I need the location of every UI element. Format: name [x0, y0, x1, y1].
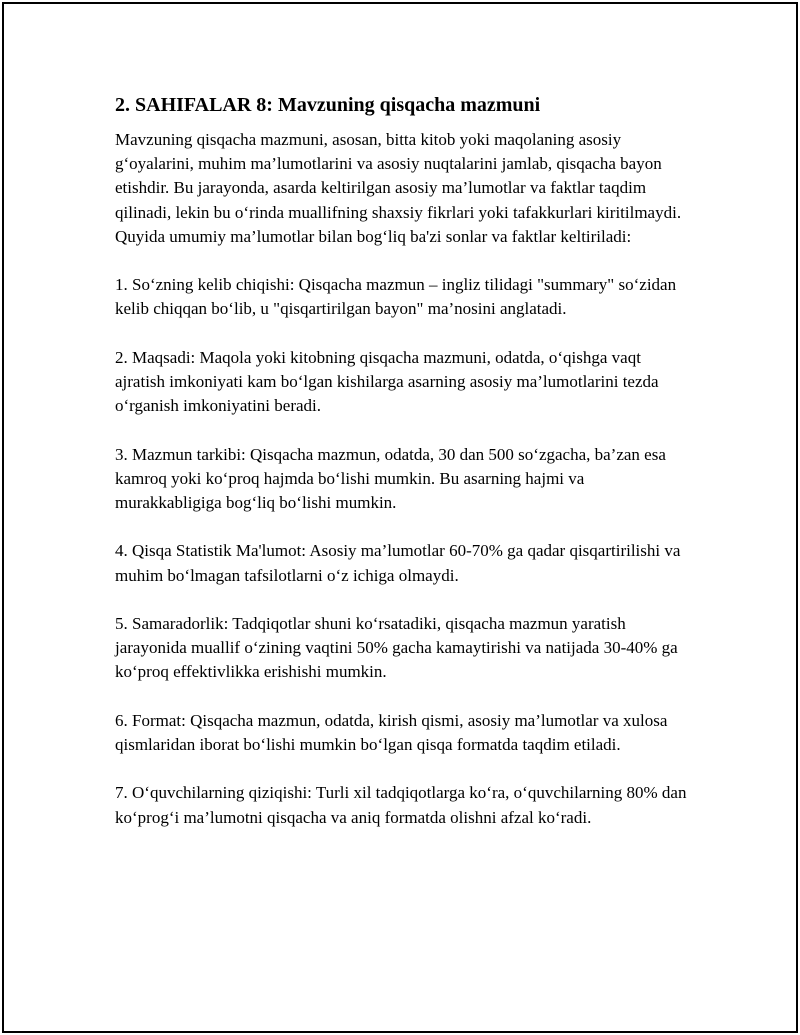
point-content-structure: 3. Mazmun tarkibi: Qisqacha mazmun, odatda, 30 dan 500 so‘zgacha, ba’zan esa kamroq yoki ko‘proq hajmda bo‘lishi mumkin. Bu asarning hajmi va murakkabligiga bog‘liq bo‘lishi mumkin. — [115, 444, 666, 512]
point-statistics: 4. Qisqa Statistik Ma'lumot: Asosiy ma’lumotlar 60-70% ga qadar qisqartirilishi va muhim bo‘lmagan tafsilotlarni o‘z ichiga olmaydi. — [115, 541, 681, 585]
point-purpose: 2. Maqsadi: Maqola yoki kitobning qisqacha mazmuni, odatda, o‘qishga vaqt ajratish imkoniyati kam bo‘lgan kishilarga asarning asosiy ma’lumotlarini tezda o‘rganish imkoniyatini beradi. — [115, 347, 659, 416]
point-efficiency: 5. Samaradorlik: Tadqiqotlar shuni ko‘rsatadiki, qisqacha mazmun yaratish jarayonida muallif o‘zining vaqtini 50% gacha kamaytirishi va natijada 30-40% ga ko‘proq effektivlikka erishishi mumkin. — [115, 613, 678, 682]
document-title: 2. SAHIFALAR 8: Mavzuning qisqacha mazmuni — [115, 94, 541, 116]
document-body — [115, 92, 687, 854]
intro-paragraph: Mavzuning qisqacha mazmuni, asosan, bitta kitob yoki maqolaning asosiy g‘oyalarini, muhim ma’lumotlarini va asosiy nuqtalarini jamlab, qisqacha bayon etishdir. Bu jarayonda, asarda keltirilgan asosiy ma’lumotlar va faktlar taqdim qilinadi, lekin bu o‘rinda muallifning shaxsiy fikrlari yoki tafakkurlari kiritilmaydi. Quyida umumiy ma’lumotlar bilan bog‘liq ba'zi sonlar va faktlar keltiriladi: — [115, 130, 682, 246]
point-reader-interest: 7. O‘quvchilarning qiziqishi: Turli xil tadqiqotlarga ko‘ra, o‘quvchilarning 80% dan ko‘prog‘i ma’lumotni qisqacha va aniq formatda olishni afzal ko‘radi. — [115, 783, 687, 827]
point-format: 6. Format: Qisqacha mazmun, odatda, kirish qismi, asosiy ma’lumotlar va xulosa qismlaridan iborat bo‘lishi mumkin bo‘lgan qisqa formatda taqdim etiladi. — [115, 710, 668, 754]
point-word-origin: 1. So‘zning kelib chiqishi: Qisqacha mazmun – ingliz tilidagi "summary" so‘zidan kelib chiqqan bo‘lib, u "qisqartirilgan bayon" ma’nosini anglatadi. — [115, 275, 677, 319]
